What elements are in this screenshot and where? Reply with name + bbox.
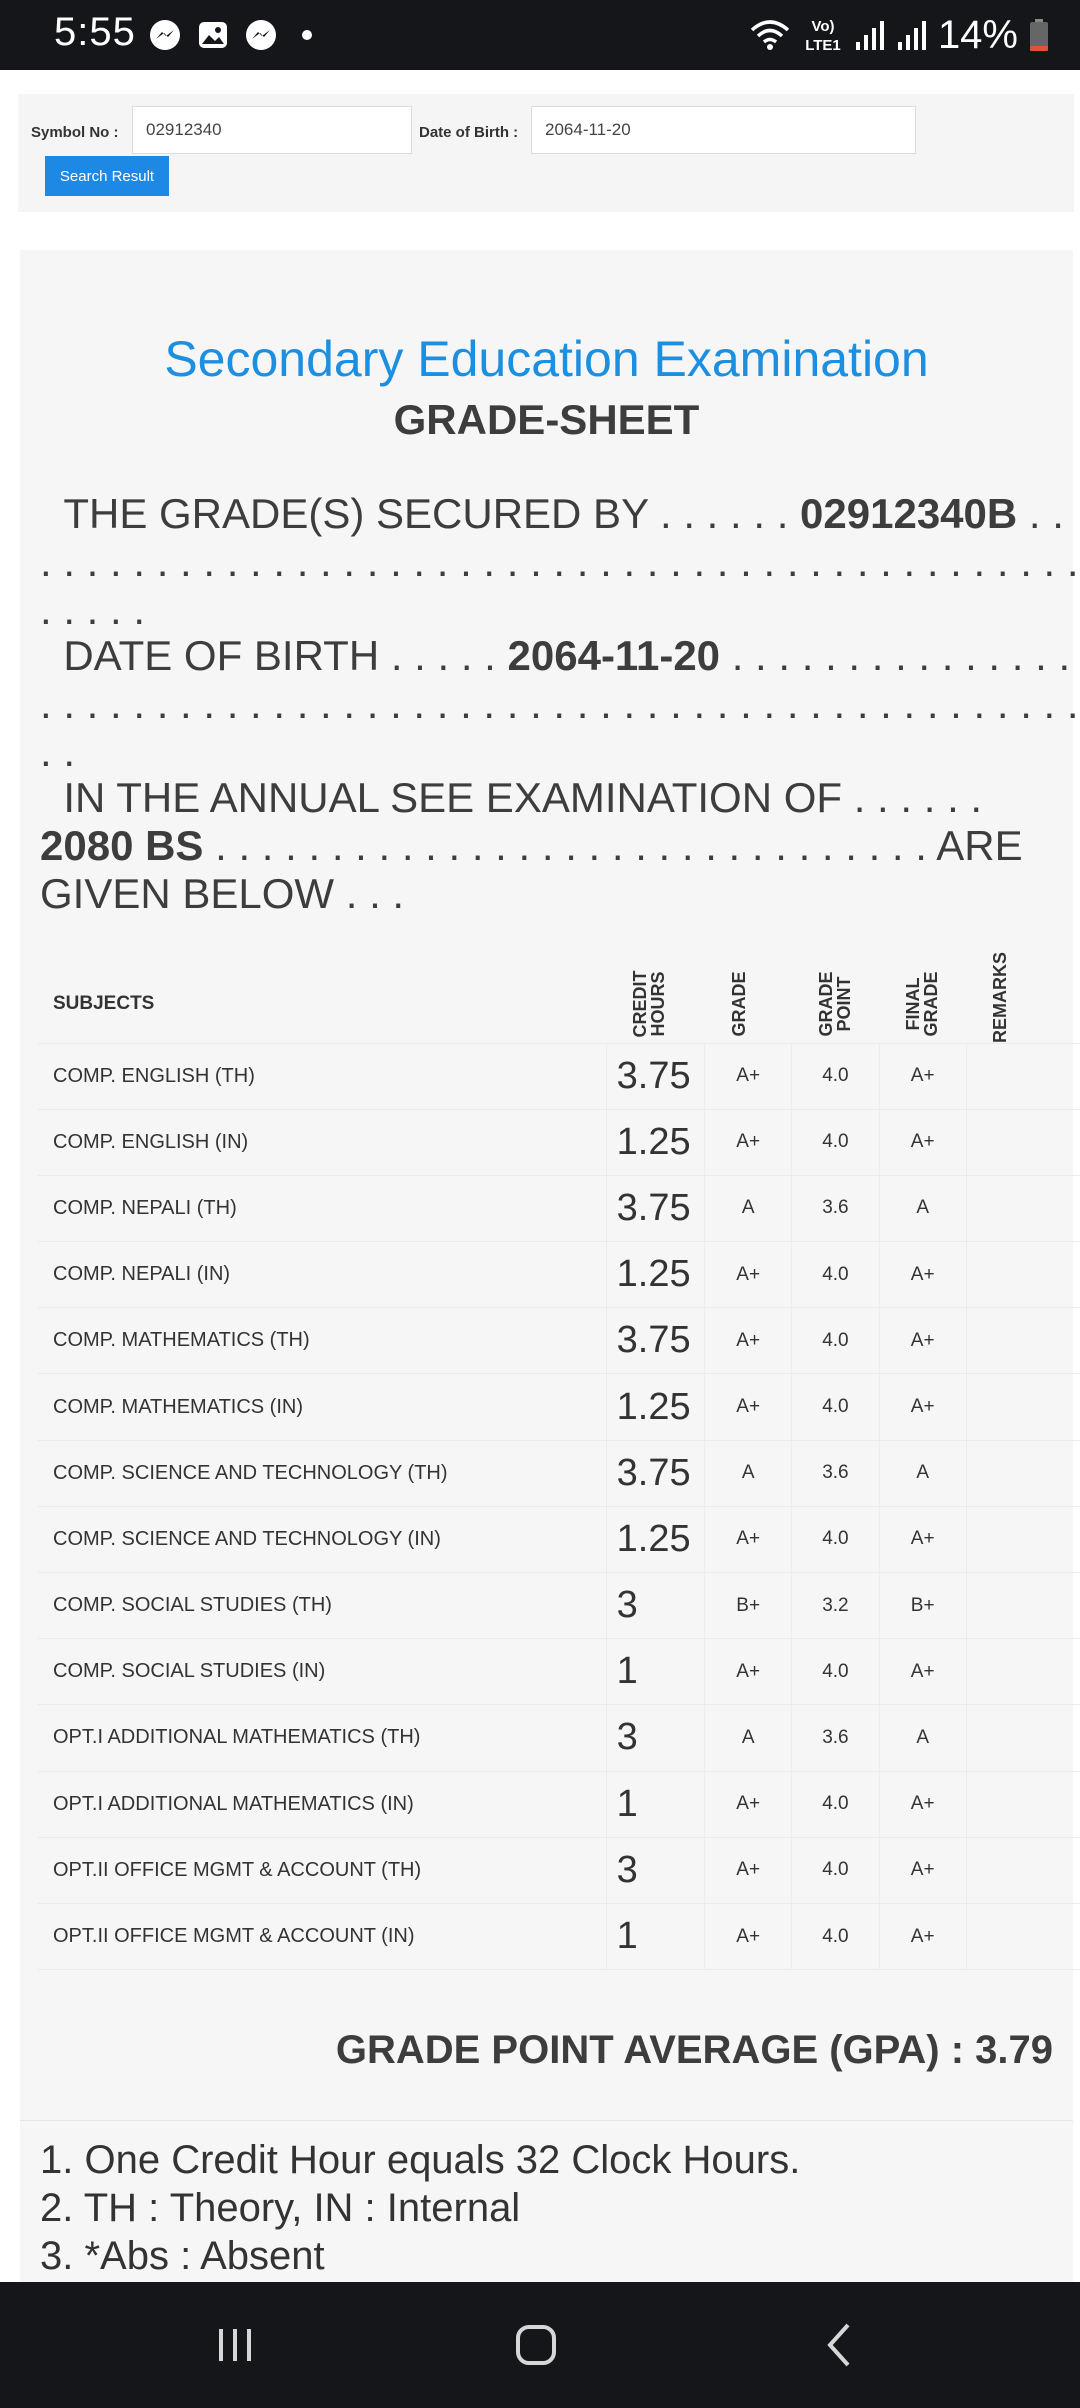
- header-remarks: REMARKS: [966, 965, 1080, 1043]
- subject-cell: OPT.II OFFICE MGMT & ACCOUNT (TH): [38, 1837, 606, 1903]
- grade-point-cell: 4.0: [792, 1771, 879, 1837]
- subject-cell: COMP. SCIENCE AND TECHNOLOGY (TH): [38, 1440, 606, 1506]
- credit-hours-cell: 1: [606, 1639, 704, 1705]
- grade-cell: A+: [705, 1374, 792, 1440]
- grade-cell: A+: [705, 1903, 792, 1969]
- subject-cell: COMP. MATHEMATICS (IN): [38, 1374, 606, 1440]
- table-row: [38, 1308, 1080, 1374]
- grade-point-cell: 4.0: [792, 1506, 879, 1572]
- final-grade-cell: A+: [879, 1639, 966, 1705]
- remarks-cell: [966, 1573, 1080, 1639]
- battery-percent: 14%: [937, 12, 1018, 57]
- exam-suffix: . . . . . . . . . . . . . . . . . . . . . . . . . . . . . . . ARE GIVEN BELOW . . .: [40, 822, 1023, 917]
- signal-icon: [896, 18, 928, 52]
- grade-point-cell: 4.0: [792, 1903, 879, 1969]
- exam-year-line: [40, 774, 1080, 918]
- symbol-number: 02912340B: [800, 490, 1018, 537]
- grade-cell: A+: [705, 1308, 792, 1374]
- notes: [40, 2136, 800, 2280]
- credit-hours-cell: 3.75: [606, 1175, 704, 1241]
- final-grade-cell: A+: [879, 1771, 966, 1837]
- clock: 5:55: [54, 10, 136, 54]
- remarks-cell: [966, 1837, 1080, 1903]
- grade-cell: A+: [705, 1242, 792, 1308]
- notification-dot-icon: [302, 30, 312, 40]
- credit-hours-cell: 3: [606, 1837, 704, 1903]
- recents-icon: [213, 2323, 257, 2367]
- subject-cell: COMP. ENGLISH (TH): [38, 1043, 606, 1109]
- dob-prefix: DATE OF BIRTH . . . . .: [63, 632, 496, 679]
- recents-button[interactable]: [165, 2282, 305, 2408]
- subject-cell: COMP. SOCIAL STUDIES (IN): [38, 1639, 606, 1705]
- final-grade-cell: A+: [879, 1242, 966, 1308]
- credit-hours-cell: 1.25: [606, 1506, 704, 1572]
- wifi-icon: [748, 16, 792, 54]
- subject-cell: COMP. SOCIAL STUDIES (TH): [38, 1573, 606, 1639]
- exam-title: Secondary Education Examination: [164, 331, 929, 387]
- grade-cell: A: [705, 1440, 792, 1506]
- exam-prefix: IN THE ANNUAL SEE EXAMINATION OF . . . . . .: [63, 774, 983, 821]
- grade-sheet-title: GRADE-SHEET: [393, 396, 700, 443]
- remarks-cell: [966, 1175, 1080, 1241]
- note-item: 2. TH : Theory, IN : Internal: [40, 2186, 521, 2230]
- grade-cell: A+: [705, 1771, 792, 1837]
- symbol-no-input[interactable]: [132, 106, 412, 154]
- svg-text:Vo): Vo): [811, 18, 835, 35]
- subject-cell: OPT.I ADDITIONAL MATHEMATICS (IN): [38, 1771, 606, 1837]
- final-grade-cell: A+: [879, 1903, 966, 1969]
- grade-cell: A+: [705, 1506, 792, 1572]
- final-grade-cell: A+: [879, 1109, 966, 1175]
- credit-hours-cell: 1: [606, 1903, 704, 1969]
- grade-point-cell: 4.0: [792, 1308, 879, 1374]
- grade-point-cell: 4.0: [792, 1043, 879, 1109]
- remarks-cell: [966, 1506, 1080, 1572]
- table-row: [38, 1837, 1080, 1903]
- table-row: [38, 1374, 1080, 1440]
- final-grade-cell: A: [879, 1175, 966, 1241]
- messenger-icon: [244, 18, 278, 52]
- grade-point-cell: 3.6: [792, 1175, 879, 1241]
- battery-icon: [1028, 18, 1050, 52]
- gallery-icon: [196, 18, 230, 52]
- divider: [20, 2120, 1073, 2121]
- table-row: [38, 1639, 1080, 1705]
- remarks-cell: [966, 1043, 1080, 1109]
- remarks-cell: [966, 1771, 1080, 1837]
- grade-point-cell: 4.0: [792, 1374, 879, 1440]
- back-icon: [818, 2321, 862, 2369]
- search-result-button[interactable]: Search Result: [45, 156, 169, 196]
- grade-point-cell: 3.6: [792, 1705, 879, 1771]
- remarks-cell: [966, 1308, 1080, 1374]
- final-grade-cell: A: [879, 1705, 966, 1771]
- secured-by-suffix: . . . . . . . . . . . . . . . . . . . . . . . . . . . . . . . . . . . . . . . . . . . . . . . . . . . .: [40, 490, 1079, 633]
- grade-cell: A: [705, 1705, 792, 1771]
- svg-text:LTE1: LTE1: [805, 37, 841, 54]
- dob-value: 2064-11-20: [507, 632, 721, 679]
- grade-cell: A+: [705, 1043, 792, 1109]
- final-grade-cell: A+: [879, 1506, 966, 1572]
- table-row: [38, 1043, 1080, 1109]
- status-bar: [0, 0, 1080, 70]
- credit-hours-cell: 3: [606, 1573, 704, 1639]
- credit-hours-cell: 1: [606, 1771, 704, 1837]
- back-button[interactable]: [770, 2282, 910, 2408]
- credit-hours-cell: 1.25: [606, 1242, 704, 1308]
- table-row: [38, 1506, 1080, 1572]
- final-grade-cell: A+: [879, 1374, 966, 1440]
- table-row: [38, 1109, 1080, 1175]
- table-row: [38, 1771, 1080, 1837]
- dob-suffix: . . . . . . . . . . . . . . . . . . . . . . . . . . . . . . . . . . . . . . . . . . . . . . . . . . . . . . . . . . . . . .: [40, 632, 1079, 775]
- credit-hours-cell: 3.75: [606, 1308, 704, 1374]
- navigation-bar: [0, 2282, 1080, 2408]
- grade-cell: A: [705, 1175, 792, 1241]
- note-item: 3. *Abs : Absent: [40, 2234, 325, 2278]
- home-button[interactable]: [466, 2282, 606, 2408]
- header-credit-hours: CREDIT HOURS: [606, 965, 704, 1043]
- status-right: [748, 12, 1050, 58]
- table-row: [38, 1242, 1080, 1308]
- symbol-no-label: Symbol No :: [31, 124, 119, 141]
- header-grade-point: GRADE POINT: [792, 965, 879, 1043]
- table-header-row: [38, 965, 1080, 1043]
- grade-point-cell: 4.0: [792, 1639, 879, 1705]
- table-row: [38, 1705, 1080, 1771]
- subject-cell: COMP. SCIENCE AND TECHNOLOGY (IN): [38, 1506, 606, 1572]
- final-grade-cell: A+: [879, 1308, 966, 1374]
- header-grade: GRADE: [705, 965, 792, 1043]
- secured-by-prefix: THE GRADE(S) SECURED BY . . . . . .: [63, 490, 789, 537]
- grade-table: [38, 951, 1080, 1970]
- subject-cell: COMP. ENGLISH (IN): [38, 1109, 606, 1175]
- final-grade-cell: A: [879, 1440, 966, 1506]
- grade-cell: A+: [705, 1837, 792, 1903]
- volte-icon: [802, 15, 844, 55]
- credit-hours-cell: 3.75: [606, 1043, 704, 1109]
- home-icon: [512, 2321, 560, 2369]
- table-row: [38, 1903, 1080, 1969]
- credit-hours-cell: 1.25: [606, 1109, 704, 1175]
- result-panel: [20, 250, 1079, 2290]
- date-of-birth-input[interactable]: [531, 106, 916, 154]
- search-form: [18, 94, 1074, 212]
- subject-cell: COMP. NEPALI (IN): [38, 1242, 606, 1308]
- credit-hours-cell: 1.25: [606, 1374, 704, 1440]
- credit-hours-cell: 3: [606, 1705, 704, 1771]
- exam-year: 2080 BS: [40, 822, 204, 869]
- credit-hours-cell: 3.75: [606, 1440, 704, 1506]
- final-grade-cell: A+: [879, 1043, 966, 1109]
- grade-point-cell: 4.0: [792, 1109, 879, 1175]
- header-final-grade: FINAL GRADE: [879, 965, 966, 1043]
- grade-cell: B+: [705, 1573, 792, 1639]
- final-grade-cell: A+: [879, 1837, 966, 1903]
- remarks-cell: [966, 1109, 1080, 1175]
- date-of-birth-line: [40, 632, 1080, 776]
- grade-point-cell: 3.6: [792, 1440, 879, 1506]
- subject-cell: COMP. MATHEMATICS (TH): [38, 1308, 606, 1374]
- grade-point-cell: 4.0: [792, 1242, 879, 1308]
- remarks-cell: [966, 1242, 1080, 1308]
- final-grade-cell: B+: [879, 1573, 966, 1639]
- messenger-icon: [148, 18, 182, 52]
- subject-cell: COMP. NEPALI (TH): [38, 1175, 606, 1241]
- note-item: 1. One Credit Hour equals 32 Clock Hours.: [40, 2138, 801, 2182]
- remarks-cell: [966, 1374, 1080, 1440]
- grade-cell: A+: [705, 1109, 792, 1175]
- grade-point-cell: 4.0: [792, 1837, 879, 1903]
- remarks-cell: [966, 1903, 1080, 1969]
- gpa-summary: GRADE POINT AVERAGE (GPA) : 3.79: [335, 2028, 1053, 2072]
- header-subjects: SUBJECTS: [38, 965, 606, 1043]
- remarks-cell: [966, 1440, 1080, 1506]
- table-row: [38, 1573, 1080, 1639]
- signal-icon: [854, 18, 886, 52]
- grade-cell: A+: [705, 1639, 792, 1705]
- table-row: [38, 1440, 1080, 1506]
- table-row: [38, 1175, 1080, 1241]
- secured-by-line: [40, 490, 1080, 634]
- date-of-birth-label: Date of Birth :: [419, 124, 519, 141]
- remarks-cell: [966, 1705, 1080, 1771]
- remarks-cell: [966, 1639, 1080, 1705]
- subject-cell: OPT.I ADDITIONAL MATHEMATICS (TH): [38, 1705, 606, 1771]
- subject-cell: OPT.II OFFICE MGMT & ACCOUNT (IN): [38, 1903, 606, 1969]
- grade-point-cell: 3.2: [792, 1573, 879, 1639]
